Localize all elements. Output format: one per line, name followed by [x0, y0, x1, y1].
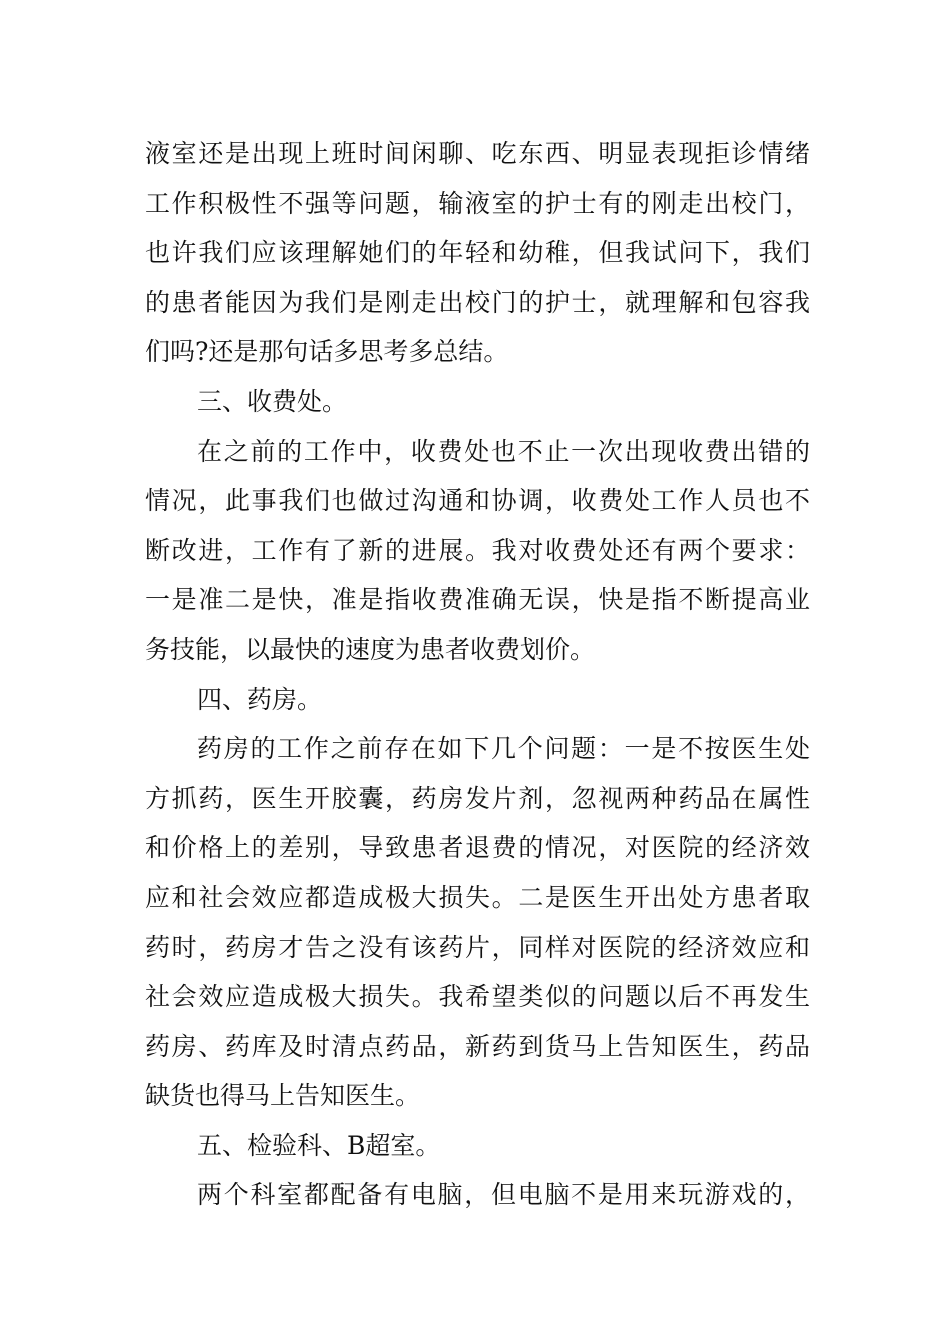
text-line: 的患者能因为我们是刚走出校门的护士，就理解和包容我	[145, 287, 810, 317]
section-heading: 三、收费处。	[197, 386, 348, 416]
text-line: 断改进，工作有了新的进展。我对收费处还有两个要求：	[145, 535, 810, 565]
text-line: 们吗?还是那句话多思考多总结。	[145, 337, 509, 367]
text-line: 也许我们应该理解她们的年轻和幼稚，但我试问下，我们	[145, 238, 810, 268]
text-line: 药房、药库及时清点药品，新药到货马上告知医生，药品	[145, 1031, 810, 1061]
text-line: 方抓药，医生开胶囊，药房发片剂，忽视两种药品在属性	[145, 783, 810, 813]
text-line: 缺货也得马上告知医生。	[145, 1081, 421, 1111]
text-line: 情况，此事我们也做过沟通和协调，收费处工作人员也不	[145, 486, 810, 516]
text-line: 和价格上的差别，导致患者退费的情况，对医院的经济效	[145, 833, 810, 863]
text-line: 应和社会效应都造成极大损失。二是医生开出处方患者取	[145, 882, 810, 912]
text-line: 社会效应造成极大损失。我希望类似的问题以后不再发生	[145, 982, 810, 1012]
text-line: 工作积极性不强等问题，输液室的护士有的刚走出校门，	[145, 188, 810, 218]
section-heading: 五、检验科、B超室。	[197, 1130, 441, 1160]
text-line: 一是准二是快，准是指收费准确无误，快是指不断提高业	[145, 585, 810, 615]
text-line: 液室还是出现上班时间闲聊、吃东西、明显表现拒诊情绪	[145, 139, 810, 168]
text-line: 药时，药房才告之没有该药片，同样对医院的经济效应和	[145, 932, 810, 962]
text-line: 药房的工作之前存在如下几个问题：一是不按医生处	[197, 734, 810, 764]
text-line: 务技能，以最快的速度为患者收费划价。	[145, 634, 596, 664]
body-text	[145, 129, 810, 1220]
text-line: 在之前的工作中，收费处也不止一次出现收费出错的	[197, 436, 810, 466]
section-heading: 四、药房。	[197, 684, 323, 714]
text-line: 两个科室都配备有电脑，但电脑不是用来玩游戏的，	[197, 1180, 810, 1210]
